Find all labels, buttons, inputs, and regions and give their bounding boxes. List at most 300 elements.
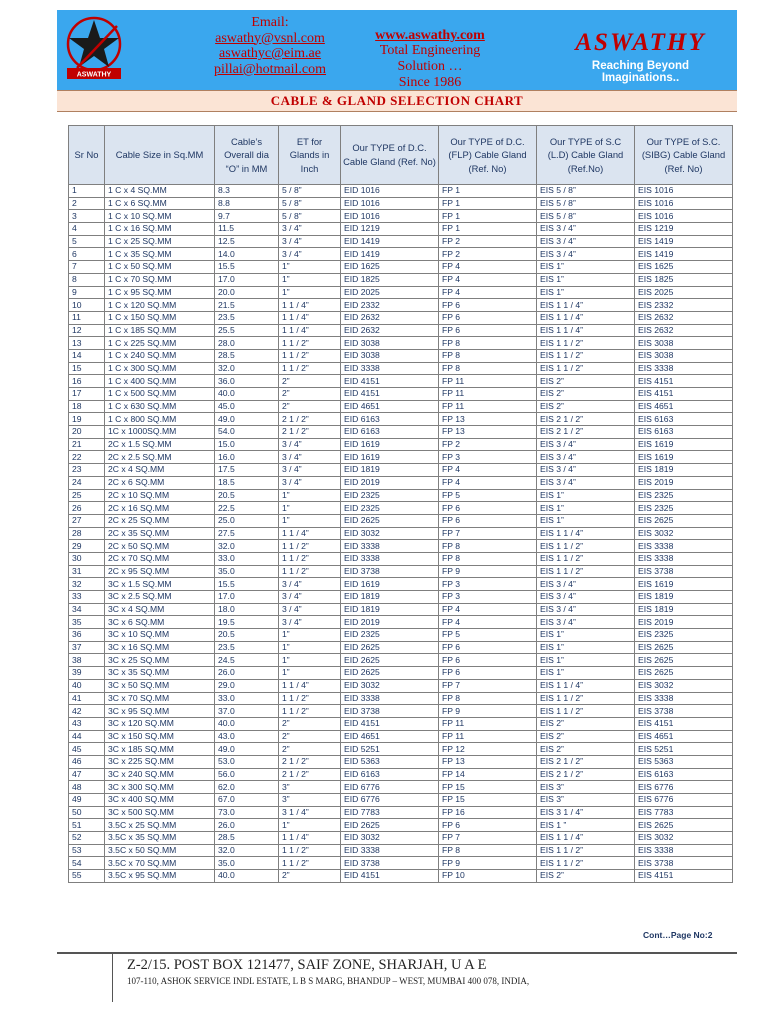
sc-sibg-gland-cell: EIS 3738 — [635, 857, 733, 870]
overall-dia-cell: 19.5 — [215, 616, 279, 629]
overall-dia-cell: 73.0 — [215, 806, 279, 819]
col-header-sc-ld-gland: Our TYPE of S.C (L.D) Cable Gland (Ref.No) — [537, 126, 635, 185]
dc-gland-cell: EID 1419 — [341, 235, 439, 248]
cable-size-cell: 1 C x 70 SQ.MM — [105, 273, 215, 286]
sc-sibg-gland-cell: EIS 4151 — [635, 717, 733, 730]
table-row — [69, 730, 733, 743]
overall-dia-cell: 20.5 — [215, 489, 279, 502]
table-row — [69, 794, 733, 807]
overall-dia-cell: 49.0 — [215, 743, 279, 756]
table-row — [69, 870, 733, 883]
et-gland-cell: 3 / 4” — [279, 464, 341, 477]
tagline-line-2: Since 1986 — [398, 75, 462, 90]
sc-ld-gland-cell: EIS 1 1 / 2” — [537, 857, 635, 870]
dc-flp-gland-cell: FP 4 — [439, 273, 537, 286]
sc-sibg-gland-cell: EIS 2025 — [635, 286, 733, 299]
sr-no-cell: 20 — [69, 426, 105, 439]
overall-dia-cell: 43.0 — [215, 730, 279, 743]
et-gland-cell: 5 / 8” — [279, 185, 341, 198]
sr-no-cell: 14 — [69, 349, 105, 362]
overall-dia-cell: 8.3 — [215, 185, 279, 198]
dc-flp-gland-cell: FP 8 — [439, 349, 537, 362]
col-header-et-glands: ET for Glands in Inch — [279, 126, 341, 185]
dc-gland-cell: EID 6163 — [341, 768, 439, 781]
overall-dia-cell: 35.0 — [215, 857, 279, 870]
sc-sibg-gland-cell: EIS 4151 — [635, 870, 733, 883]
table-row — [69, 261, 733, 274]
sr-no-cell: 37 — [69, 641, 105, 654]
sc-ld-gland-cell: EIS 2” — [537, 743, 635, 756]
overall-dia-cell: 35.0 — [215, 565, 279, 578]
sc-sibg-gland-cell: EIS 2632 — [635, 324, 733, 337]
table-row — [69, 540, 733, 553]
dc-gland-cell: EID 3032 — [341, 832, 439, 845]
website-link[interactable]: www.aswathy.com — [375, 28, 485, 43]
dc-flp-gland-cell: FP 1 — [439, 197, 537, 210]
sc-ld-gland-cell: EIS 3” — [537, 781, 635, 794]
sc-sibg-gland-cell: EIS 1419 — [635, 248, 733, 261]
table-row — [69, 426, 733, 439]
sc-sibg-gland-cell: EIS 3338 — [635, 692, 733, 705]
table-row — [69, 476, 733, 489]
col-header-overall-dia: Cable’s Overall dia “O” in MM — [215, 126, 279, 185]
dc-gland-cell: EID 3038 — [341, 349, 439, 362]
sc-ld-gland-cell: EIS 1 ” — [537, 819, 635, 832]
overall-dia-cell: 25.0 — [215, 514, 279, 527]
overall-dia-cell: 29.0 — [215, 679, 279, 692]
dc-flp-gland-cell: FP 8 — [439, 362, 537, 375]
dc-gland-cell: EID 3338 — [341, 362, 439, 375]
sc-sibg-gland-cell: EIS 1219 — [635, 223, 733, 236]
overall-dia-cell: 16.0 — [215, 451, 279, 464]
sr-no-cell: 13 — [69, 337, 105, 350]
sc-sibg-gland-cell: EIS 2625 — [635, 654, 733, 667]
sc-ld-gland-cell: EIS 3 1 / 4” — [537, 806, 635, 819]
sc-ld-gland-cell: EIS 1 1 / 4” — [537, 527, 635, 540]
sc-ld-gland-cell: EIS 3 / 4” — [537, 248, 635, 261]
sr-no-cell: 27 — [69, 514, 105, 527]
overall-dia-cell: 14.0 — [215, 248, 279, 261]
table-row — [69, 388, 733, 401]
et-gland-cell: 1” — [279, 819, 341, 832]
dc-gland-cell: EID 2625 — [341, 654, 439, 667]
sc-sibg-gland-cell: EIS 1619 — [635, 451, 733, 464]
sr-no-cell: 7 — [69, 261, 105, 274]
et-gland-cell: 2” — [279, 870, 341, 883]
sc-ld-gland-cell: EIS 1” — [537, 273, 635, 286]
table-header-row — [69, 126, 733, 185]
sr-no-cell: 12 — [69, 324, 105, 337]
overall-dia-cell: 15.0 — [215, 438, 279, 451]
dc-flp-gland-cell: FP 11 — [439, 717, 537, 730]
overall-dia-cell: 62.0 — [215, 781, 279, 794]
sr-no-cell: 30 — [69, 552, 105, 565]
table-row — [69, 629, 733, 642]
sr-no-cell: 42 — [69, 705, 105, 718]
footer-address-uae: Z-2/15. POST BOX 121477, SAIF ZONE, SHARJAH, U A E — [127, 957, 487, 973]
overall-dia-cell: 53.0 — [215, 755, 279, 768]
table-body — [69, 185, 733, 883]
table-row — [69, 591, 733, 604]
et-gland-cell: 5 / 8” — [279, 210, 341, 223]
col-header-sc-sibg-gland: Our TYPE of S.C.(SIBG) Cable Gland (Ref. No) — [635, 126, 733, 185]
sc-ld-gland-cell: EIS 1 1 / 4” — [537, 324, 635, 337]
dc-flp-gland-cell: FP 1 — [439, 223, 537, 236]
cable-size-cell: 3.5C x 50 SQ.MM — [105, 844, 215, 857]
et-gland-cell: 3 / 4” — [279, 223, 341, 236]
sr-no-cell: 19 — [69, 413, 105, 426]
et-gland-cell: 1 1 / 4” — [279, 527, 341, 540]
overall-dia-cell: 21.5 — [215, 299, 279, 312]
dc-flp-gland-cell: FP 11 — [439, 730, 537, 743]
col-header-cable-size: Cable Size in Sq.MM — [105, 126, 215, 185]
cable-size-cell: 3C x 4 SQ.MM — [105, 603, 215, 616]
sc-sibg-gland-cell: EIS 6776 — [635, 781, 733, 794]
email-link-3[interactable]: pillai@hotmail.com — [213, 61, 327, 77]
table-row — [69, 413, 733, 426]
sc-ld-gland-cell: EIS 2” — [537, 730, 635, 743]
dc-gland-cell: EID 3738 — [341, 857, 439, 870]
et-gland-cell: 2 1 / 2” — [279, 413, 341, 426]
table-row — [69, 527, 733, 540]
cable-size-cell: 1C x 1000SQ.MM — [105, 426, 215, 439]
cable-size-cell: 1 C x 400 SQ.MM — [105, 375, 215, 388]
table-row — [69, 324, 733, 337]
table-row — [69, 489, 733, 502]
table-row — [69, 781, 733, 794]
overall-dia-cell: 18.0 — [215, 603, 279, 616]
sc-ld-gland-cell: EIS 1” — [537, 641, 635, 654]
cable-size-cell: 1 C x 150 SQ.MM — [105, 311, 215, 324]
sc-sibg-gland-cell: EIS 1016 — [635, 197, 733, 210]
dc-flp-gland-cell: FP 11 — [439, 375, 537, 388]
sr-no-cell: 50 — [69, 806, 105, 819]
dc-gland-cell: EID 1819 — [341, 464, 439, 477]
sc-ld-gland-cell: EIS 3” — [537, 794, 635, 807]
cable-size-cell: 3C x 16 SQ.MM — [105, 641, 215, 654]
table-row — [69, 755, 733, 768]
dc-gland-cell: EID 2325 — [341, 502, 439, 515]
et-gland-cell: 1 1 / 2” — [279, 857, 341, 870]
table-row — [69, 514, 733, 527]
et-gland-cell: 1” — [279, 667, 341, 680]
et-gland-cell: 3 / 4” — [279, 438, 341, 451]
et-gland-cell: 1 1 / 2” — [279, 337, 341, 350]
table-row — [69, 717, 733, 730]
dc-gland-cell: EID 4151 — [341, 717, 439, 730]
dc-flp-gland-cell: FP 2 — [439, 248, 537, 261]
dc-gland-cell: EID 1619 — [341, 451, 439, 464]
sc-sibg-gland-cell: EIS 1619 — [635, 578, 733, 591]
sr-no-cell: 22 — [69, 451, 105, 464]
sr-no-cell: 44 — [69, 730, 105, 743]
cable-size-cell: 3C x 120 SQ.MM — [105, 717, 215, 730]
sc-sibg-gland-cell: EIS 5363 — [635, 755, 733, 768]
overall-dia-cell: 40.0 — [215, 717, 279, 730]
dc-flp-gland-cell: FP 7 — [439, 527, 537, 540]
et-gland-cell: 3 / 4” — [279, 476, 341, 489]
cable-size-cell: 2C x 16 SQ.MM — [105, 502, 215, 515]
sc-sibg-gland-cell: EIS 2325 — [635, 502, 733, 515]
dc-gland-cell: EID 1016 — [341, 197, 439, 210]
sr-no-cell: 24 — [69, 476, 105, 489]
sc-ld-gland-cell: EIS 3 / 4” — [537, 603, 635, 616]
sc-sibg-gland-cell: EIS 3032 — [635, 832, 733, 845]
sc-ld-gland-cell: EIS 1” — [537, 629, 635, 642]
sr-no-cell: 9 — [69, 286, 105, 299]
dc-gland-cell: EID 1825 — [341, 273, 439, 286]
sr-no-cell: 4 — [69, 223, 105, 236]
dc-flp-gland-cell: FP 14 — [439, 768, 537, 781]
et-gland-cell: 3 / 4” — [279, 451, 341, 464]
dc-flp-gland-cell: FP 3 — [439, 451, 537, 464]
sc-ld-gland-cell: EIS 3 / 4” — [537, 235, 635, 248]
et-gland-cell: 2” — [279, 375, 341, 388]
sc-ld-gland-cell: EIS 1” — [537, 489, 635, 502]
table-row — [69, 857, 733, 870]
table-row — [69, 502, 733, 515]
email-link-1[interactable]: aswathy@vsnl.com — [215, 30, 325, 46]
table-row — [69, 311, 733, 324]
sc-sibg-gland-cell: EIS 5251 — [635, 743, 733, 756]
dc-flp-gland-cell: FP 9 — [439, 565, 537, 578]
et-gland-cell: 3 / 4” — [279, 591, 341, 604]
sr-no-cell: 2 — [69, 197, 105, 210]
overall-dia-cell: 23.5 — [215, 311, 279, 324]
dc-flp-gland-cell: FP 4 — [439, 616, 537, 629]
sc-sibg-gland-cell: EIS 6776 — [635, 794, 733, 807]
dc-gland-cell: EID 3738 — [341, 565, 439, 578]
sc-ld-gland-cell: EIS 1 1 / 4” — [537, 311, 635, 324]
overall-dia-cell: 17.0 — [215, 273, 279, 286]
overall-dia-cell: 11.5 — [215, 223, 279, 236]
sc-ld-gland-cell: EIS 2 1 / 2” — [537, 755, 635, 768]
sr-no-cell: 28 — [69, 527, 105, 540]
dc-flp-gland-cell: FP 1 — [439, 210, 537, 223]
dc-gland-cell: EID 4651 — [341, 730, 439, 743]
dc-flp-gland-cell: FP 16 — [439, 806, 537, 819]
sc-sibg-gland-cell: EIS 2325 — [635, 489, 733, 502]
table-row — [69, 438, 733, 451]
sc-sibg-gland-cell: EIS 2625 — [635, 641, 733, 654]
et-gland-cell: 1 1 / 2” — [279, 552, 341, 565]
sc-ld-gland-cell: EIS 1 1 / 2” — [537, 844, 635, 857]
et-gland-cell: 1 1 / 2” — [279, 362, 341, 375]
sc-ld-gland-cell: EIS 1 1 / 4” — [537, 832, 635, 845]
sr-no-cell: 26 — [69, 502, 105, 515]
sr-no-cell: 54 — [69, 857, 105, 870]
sc-sibg-gland-cell: EIS 3738 — [635, 705, 733, 718]
et-gland-cell: 1 1 / 4” — [279, 832, 341, 845]
sc-sibg-gland-cell: EIS 1819 — [635, 591, 733, 604]
dc-flp-gland-cell: FP 6 — [439, 502, 537, 515]
table-row — [69, 552, 733, 565]
sr-no-cell: 1 — [69, 185, 105, 198]
table-row — [69, 565, 733, 578]
sc-sibg-gland-cell: EIS 2019 — [635, 476, 733, 489]
table-row — [69, 299, 733, 312]
table-row — [69, 692, 733, 705]
et-gland-cell: 1 1 / 2” — [279, 349, 341, 362]
sc-sibg-gland-cell: EIS 1016 — [635, 185, 733, 198]
table-row — [69, 451, 733, 464]
footer-address-india: 107-110, ASHOK SERVICE INDL ESTATE, L B S MARG, BHANDUP – WEST, MUMBAI 400 078, INDIA, — [127, 976, 530, 986]
sc-ld-gland-cell: EIS 1” — [537, 286, 635, 299]
sc-ld-gland-cell: EIS 3 / 4” — [537, 591, 635, 604]
et-gland-cell: 2 1 / 2” — [279, 426, 341, 439]
et-gland-cell: 2” — [279, 730, 341, 743]
table-row — [69, 743, 733, 756]
dc-flp-gland-cell: FP 15 — [439, 781, 537, 794]
sr-no-cell: 48 — [69, 781, 105, 794]
cable-size-cell: 3C x 185 SQ.MM — [105, 743, 215, 756]
cable-size-cell: 3C x 95 SQ.MM — [105, 705, 215, 718]
et-gland-cell: 1” — [279, 273, 341, 286]
dc-flp-gland-cell: FP 10 — [439, 870, 537, 883]
et-gland-cell: 1 1 / 4” — [279, 324, 341, 337]
et-gland-cell: 1” — [279, 641, 341, 654]
dc-flp-gland-cell: FP 6 — [439, 667, 537, 680]
sr-no-cell: 23 — [69, 464, 105, 477]
sc-sibg-gland-cell: EIS 4651 — [635, 400, 733, 413]
table-row — [69, 768, 733, 781]
dc-gland-cell: EID 4151 — [341, 870, 439, 883]
sc-ld-gland-cell: EIS 5 / 8” — [537, 210, 635, 223]
dc-flp-gland-cell: FP 8 — [439, 337, 537, 350]
sc-ld-gland-cell: EIS 3 / 4” — [537, 451, 635, 464]
dc-gland-cell: EID 2325 — [341, 629, 439, 642]
cable-size-cell: 3C x 70 SQ.MM — [105, 692, 215, 705]
dc-gland-cell: EID 1819 — [341, 603, 439, 616]
cable-size-cell: 3.5C x 25 SQ.MM — [105, 819, 215, 832]
sc-sibg-gland-cell: EIS 2625 — [635, 667, 733, 680]
et-gland-cell: 2 1 / 2” — [279, 768, 341, 781]
sr-no-cell: 45 — [69, 743, 105, 756]
cable-size-cell: 1 C x 120 SQ.MM — [105, 299, 215, 312]
sr-no-cell: 55 — [69, 870, 105, 883]
sc-ld-gland-cell: EIS 1 1 / 2” — [537, 540, 635, 553]
email-link-2[interactable]: aswathyc@eim.ae — [219, 46, 321, 61]
sc-sibg-gland-cell: EIS 2019 — [635, 616, 733, 629]
dc-gland-cell: EID 1619 — [341, 578, 439, 591]
sc-sibg-gland-cell: EIS 7783 — [635, 806, 733, 819]
et-gland-cell: 1” — [279, 489, 341, 502]
cable-size-cell: 3.5C x 70 SQ.MM — [105, 857, 215, 870]
sr-no-cell: 21 — [69, 438, 105, 451]
sr-no-cell: 33 — [69, 591, 105, 604]
sc-sibg-gland-cell: EIS 1625 — [635, 261, 733, 274]
table-row — [69, 337, 733, 350]
cable-size-cell: 1 C x 630 SQ.MM — [105, 400, 215, 413]
sr-no-cell: 52 — [69, 832, 105, 845]
sc-ld-gland-cell: EIS 3 / 4” — [537, 578, 635, 591]
dc-gland-cell: EID 2632 — [341, 324, 439, 337]
sc-ld-gland-cell: EIS 3 / 4” — [537, 464, 635, 477]
dc-flp-gland-cell: FP 6 — [439, 654, 537, 667]
table-row — [69, 578, 733, 591]
continuation-note: Cont…Page No:2 — [643, 930, 713, 940]
sc-ld-gland-cell: EIS 2” — [537, 388, 635, 401]
email-block — [190, 15, 350, 77]
dc-gland-cell: EID 3032 — [341, 527, 439, 540]
dc-flp-gland-cell: FP 15 — [439, 794, 537, 807]
sc-sibg-gland-cell: EIS 3738 — [635, 565, 733, 578]
dc-gland-cell: EID 6776 — [341, 781, 439, 794]
overall-dia-cell: 25.5 — [215, 324, 279, 337]
dc-flp-gland-cell: FP 7 — [439, 679, 537, 692]
sc-ld-gland-cell: EIS 2 1 / 2” — [537, 768, 635, 781]
dc-flp-gland-cell: FP 6 — [439, 641, 537, 654]
overall-dia-cell: 15.5 — [215, 261, 279, 274]
sr-no-cell: 40 — [69, 679, 105, 692]
sc-sibg-gland-cell: EIS 3338 — [635, 844, 733, 857]
dc-gland-cell: EID 1219 — [341, 223, 439, 236]
sc-sibg-gland-cell: EIS 1819 — [635, 603, 733, 616]
sc-sibg-gland-cell: EIS 2625 — [635, 514, 733, 527]
sr-no-cell: 8 — [69, 273, 105, 286]
table-row — [69, 273, 733, 286]
cable-size-cell: 2C x 25 SQ.MM — [105, 514, 215, 527]
sc-sibg-gland-cell: EIS 1016 — [635, 210, 733, 223]
sc-ld-gland-cell: EIS 1 1 / 4” — [537, 679, 635, 692]
et-gland-cell: 1 1 / 4” — [279, 679, 341, 692]
table-row — [69, 286, 733, 299]
sc-sibg-gland-cell: EIS 1419 — [635, 235, 733, 248]
sc-sibg-gland-cell: EIS 6163 — [635, 768, 733, 781]
dc-gland-cell: EID 1419 — [341, 248, 439, 261]
dc-flp-gland-cell: FP 6 — [439, 311, 537, 324]
sr-no-cell: 41 — [69, 692, 105, 705]
sc-ld-gland-cell: EIS 5 / 8” — [537, 185, 635, 198]
dc-gland-cell: EID 7783 — [341, 806, 439, 819]
et-gland-cell: 1 1 / 2” — [279, 565, 341, 578]
et-gland-cell: 1 1 / 4” — [279, 299, 341, 312]
cable-size-cell: 2C x 50 SQ.MM — [105, 540, 215, 553]
sr-no-cell: 31 — [69, 565, 105, 578]
dc-flp-gland-cell: FP 11 — [439, 400, 537, 413]
overall-dia-cell: 40.0 — [215, 870, 279, 883]
sr-no-cell: 53 — [69, 844, 105, 857]
cable-gland-table — [68, 125, 733, 883]
cable-size-cell: 1 C x 25 SQ.MM — [105, 235, 215, 248]
overall-dia-cell: 28.5 — [215, 832, 279, 845]
sc-ld-gland-cell: EIS 1” — [537, 667, 635, 680]
sr-no-cell: 39 — [69, 667, 105, 680]
email-label: Email: — [251, 15, 289, 30]
et-gland-cell: 1 1 / 4” — [279, 311, 341, 324]
et-gland-cell: 1” — [279, 286, 341, 299]
overall-dia-cell: 33.0 — [215, 692, 279, 705]
table-row — [69, 603, 733, 616]
brand-name: ASWATHY — [575, 29, 706, 56]
overall-dia-cell: 49.0 — [215, 413, 279, 426]
et-gland-cell: 1” — [279, 629, 341, 642]
overall-dia-cell: 24.5 — [215, 654, 279, 667]
table-row — [69, 654, 733, 667]
overall-dia-cell: 32.0 — [215, 844, 279, 857]
overall-dia-cell: 9.7 — [215, 210, 279, 223]
sr-no-cell: 36 — [69, 629, 105, 642]
overall-dia-cell: 27.5 — [215, 527, 279, 540]
sr-no-cell: 47 — [69, 768, 105, 781]
overall-dia-cell: 20.0 — [215, 286, 279, 299]
cable-size-cell: 3C x 35 SQ.MM — [105, 667, 215, 680]
dc-flp-gland-cell: FP 4 — [439, 464, 537, 477]
sc-ld-gland-cell: EIS 5 / 8” — [537, 197, 635, 210]
footer-divider — [57, 952, 737, 954]
overall-dia-cell: 67.0 — [215, 794, 279, 807]
sc-sibg-gland-cell: EIS 1619 — [635, 438, 733, 451]
